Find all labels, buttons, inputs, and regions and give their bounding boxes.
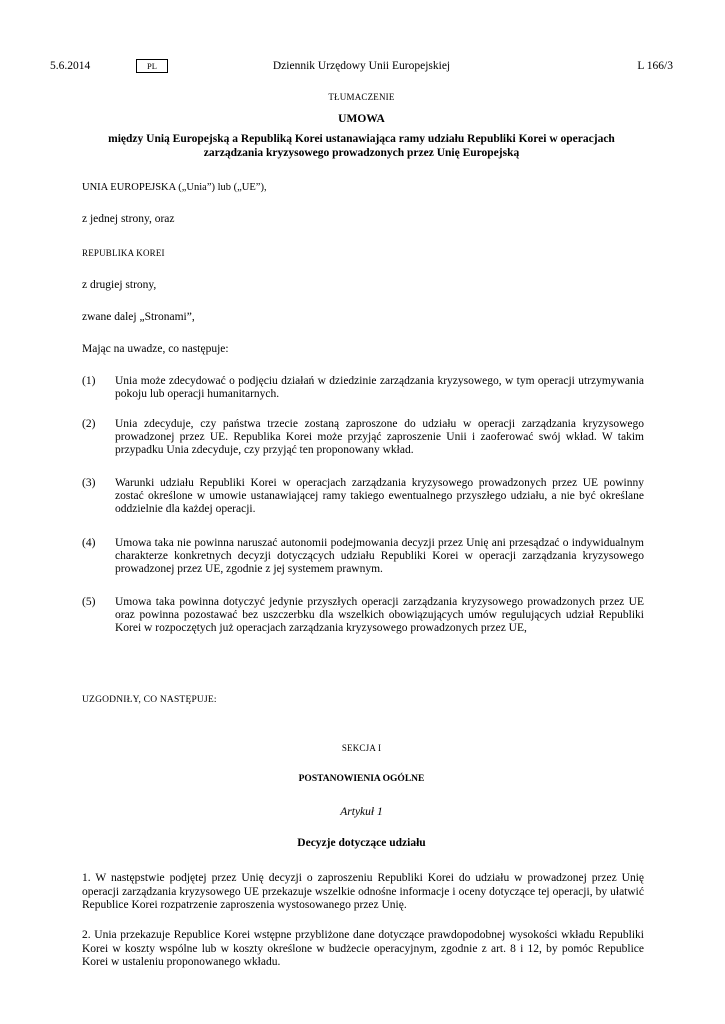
other-side-text: z drugiej strony,	[82, 279, 157, 291]
party-eu: UNIA EUROPEJSKA („Unia”) lub („UE”),	[82, 182, 267, 193]
article-paragraph: 1. W następstwie podjętej przez Unię decyzji o zaproszeniu Republiki Korei do udziału w prowadzonej przez Unię operacji zarządzania kryzysowego UE przekazuje wszelkie odnośne informacje i oceny dotyczące tej operacji, by ułatwić Republice Korei rozpatrzenie zaproszenia wystosowanego przez Unię.	[82, 872, 644, 911]
recital-text: Unia może zdecydować o podjęciu działań w dziedzinie zarządzania kryzysowego, w tym operacji utrzymywania pokoju lub operacji humanitarnych.	[115, 375, 644, 401]
recital-text: Warunki udziału Republiki Korei w operacjach zarządzania kryzysowego prowadzonych przez UE powinny zostać określone w umowie ustanawiającej ramy takiego ewentualnego przyszłego udziału, a nie być określane oddzielnie dla każdej operacji.	[115, 477, 644, 516]
recital-number: (3)	[82, 477, 96, 489]
article-title: Decyzje dotyczące udziału	[297, 837, 426, 849]
agreed-text: UZGODNIŁY, CO NASTĘPUJE:	[82, 695, 217, 705]
page-header	[50, 60, 673, 76]
article-paragraph: 2. Unia przekazuje Republice Korei wstępne przybliżone dane dotyczące prawdopodobnej wysokości wkładu Republiki Korei w koszty wspólne lub w koszty określone w budżecie operacyjnym, zgodnie z art. 8 i 12, by pomóc Republice Korei w ustaleniu proponowanego wkładu.	[82, 929, 644, 968]
recital	[82, 596, 644, 636]
recital	[82, 537, 644, 577]
recital	[82, 477, 644, 517]
page-reference: L 166/3	[637, 60, 673, 72]
recital-number: (1)	[82, 375, 96, 387]
one-side-text: z jednej strony, oraz	[82, 213, 175, 225]
general-provisions-heading: POSTANOWIENIA OGÓLNE	[298, 774, 425, 784]
recital	[82, 418, 644, 458]
publication-date: 5.6.2014	[50, 60, 91, 72]
translation-label: TŁUMACZENIE	[328, 92, 395, 102]
recital-number: (5)	[82, 596, 96, 608]
agreement-title: między Unią Europejską a Republiką Korei ustanawiająca ramy udziału Republiki Korei w operacjach zarządzania kryzysowego prowadzonych przez Unię Europejską	[108, 133, 615, 159]
section-heading: SEKCJA I	[341, 743, 382, 753]
language-code-box: PL	[136, 59, 168, 73]
recital-text: Umowa taka powinna dotyczyć jedynie przyszłych operacji zarządzania kryzysowego prowadzonych przez UE oraz powinna pozostawać bez uszczerbku dla wszelkich obowiązujących umów regulujących udział Republiki Korei w rozpoczętych już operacjach zarządzania kryzysowego prowadzonych przez UE,	[115, 596, 644, 635]
having-regard-text: Mając na uwadze, co następuje:	[82, 343, 229, 355]
recital-text: Umowa taka nie powinna naruszać autonomii podejmowania decyzji przez Unię ani przesądzać o indywidualnym charakterze konkretnych decyzji dotyczących udziału Republiki Korei w operacji zarządzania kryzysowego prowadzonej przez UE, zgodnie z jej systemem prawnym.	[115, 537, 644, 576]
agreement-label: UMOWA	[338, 113, 385, 125]
party-korea: REPUBLIKA KOREI	[82, 248, 165, 258]
recital-text: Unia zdecyduje, czy państwa trzecie zostaną zaproszone do udziału w operacji zarządzania kryzysowego prowadzonej przez UE. Republika Korei może przyjąć zaproszenie Unii i zaoferować swój wkład. W takim przypadku Unia zdecyduje, czy przyjąć ten proponowany wkład.	[115, 418, 644, 457]
journal-title: Dziennik Urzędowy Unii Europejskiej	[272, 60, 451, 72]
recital-number: (4)	[82, 537, 96, 549]
recital	[82, 375, 644, 401]
article-number: Artykuł 1	[340, 806, 383, 818]
recital-number: (2)	[82, 418, 96, 430]
parties-named-text: zwane dalej „Stronami”,	[82, 311, 195, 323]
